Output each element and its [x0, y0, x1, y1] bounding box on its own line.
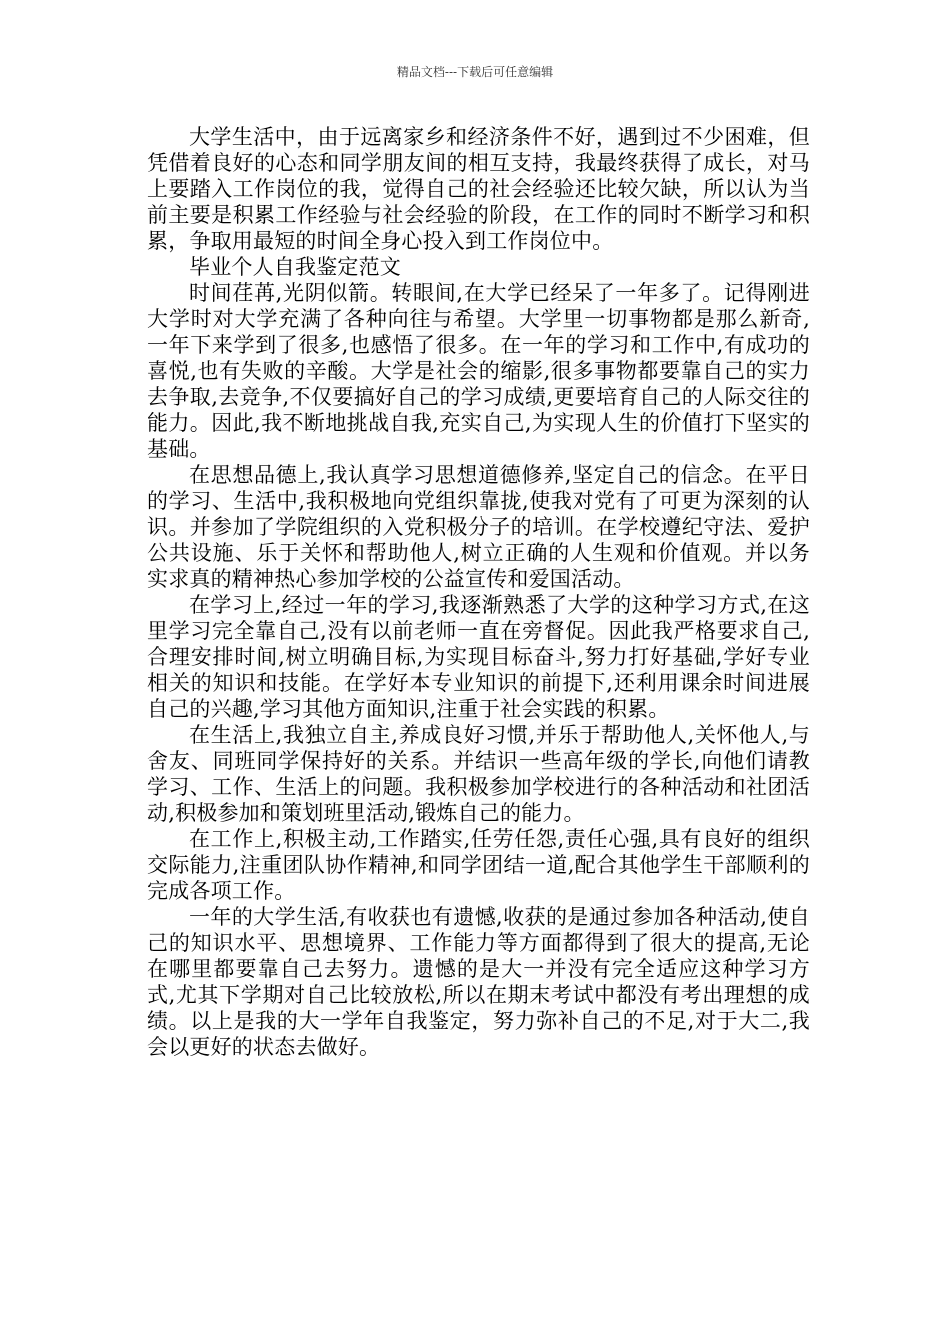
- document-body: [147, 124, 810, 1060]
- paragraph-conclusion: 一年的大学生活,有收获也有遗憾,收获的是通过参加各种活动,使自己的知识水平、思想境界、工作能力等方面都得到了很大的提高,无论在哪里都要靠自己去努力。遗憾的是大一并没有完全适应这种学习方式,尤其下学期对自己比较放松,所以在期末考试中都没有考出理想的成绩。以上是我的大一学年自我鉴定，努力弥补自己的不足,对于大二,我会以更好的状态去做好。: [147, 905, 810, 1059]
- page-header: 精品文档---下载后可任意编辑: [396, 65, 554, 79]
- paragraph-intro: 大学生活中，由于远离家乡和经济条件不好，遇到过不少困难，但凭借着良好的心态和同学朋友间的相互支持，我最终获得了成长，对马上要踏入工作岗位的我，觉得自己的社会经验还比较欠缺，所以认为当前主要是积累工作经验与社会经验的阶段，在工作的同时不断学习和积累，争取用最短的时间全身心投入到工作岗位中。: [147, 125, 810, 253]
- paragraph-life: 在生活上,我独立自主,养成良好习惯,并乐于帮助他人,关怀他人,与舍友、同班同学保持好的关系。并结识一些高年级的学长,向他们请教学习、工作、生活上的问题。我积极参加学校进行的各种活动和社团活动,积极参加和策划班里活动,锻炼自己的能力。: [147, 723, 810, 825]
- section-title: 毕业个人自我鉴定范文: [189, 255, 401, 279]
- paragraph-study: 在学习上,经过一年的学习,我逐渐熟悉了大学的这种学习方式,在这里学习完全靠自己,没有以前老师一直在旁督促。因此我严格要求自己,合理安排时间,树立明确目标,为实现目标奋斗,努力打好基础,学好专业相关的知识和技能。在学好本专业知识的前提下,还利用课余时间进展自己的兴趣,学习其他方面知识,注重于社会实践的积累。: [147, 593, 810, 721]
- paragraph-overview: 时间荏苒,光阴似箭。转眼间,在大学已经呆了一年多了。记得刚进大学时对大学充满了各种向往与希望。大学里一切事物都是那么新奇,一年下来学到了很多,也感悟了很多。在一年的学习和工作中,有成功的喜悦,也有失败的辛酸。大学是社会的缩影,很多事物都要靠自己的实力去争取,去竞争,不仅要搞好自己的学习成绩,更要培育自己的人际交往的能力。因此,我不断地挑战自我,充实自己,为实现人生的价值打下坚实的基础。: [147, 281, 810, 461]
- paragraph-work: 在工作上,积极主动,工作踏实,任劳任怨,责任心强,具有良好的组织交际能力,注重团队协作精神,和同学团结一道,配合其他学生干部顺利的完成各项工作。: [147, 827, 810, 903]
- paragraph-morality: 在思想品德上,我认真学习思想道德修养,坚定自己的信念。在平日的学习、生活中,我积极地向党组织靠拢,使我对党有了可更为深刻的认识。并参加了学院组织的入党积极分子的培训。在学校遵纪守法、爱护公共设施、乐于关怀和帮助他人,树立正确的人生观和价值观。并以务实求真的精神热心参加学校的公益宣传和爱国活动。: [147, 463, 810, 591]
